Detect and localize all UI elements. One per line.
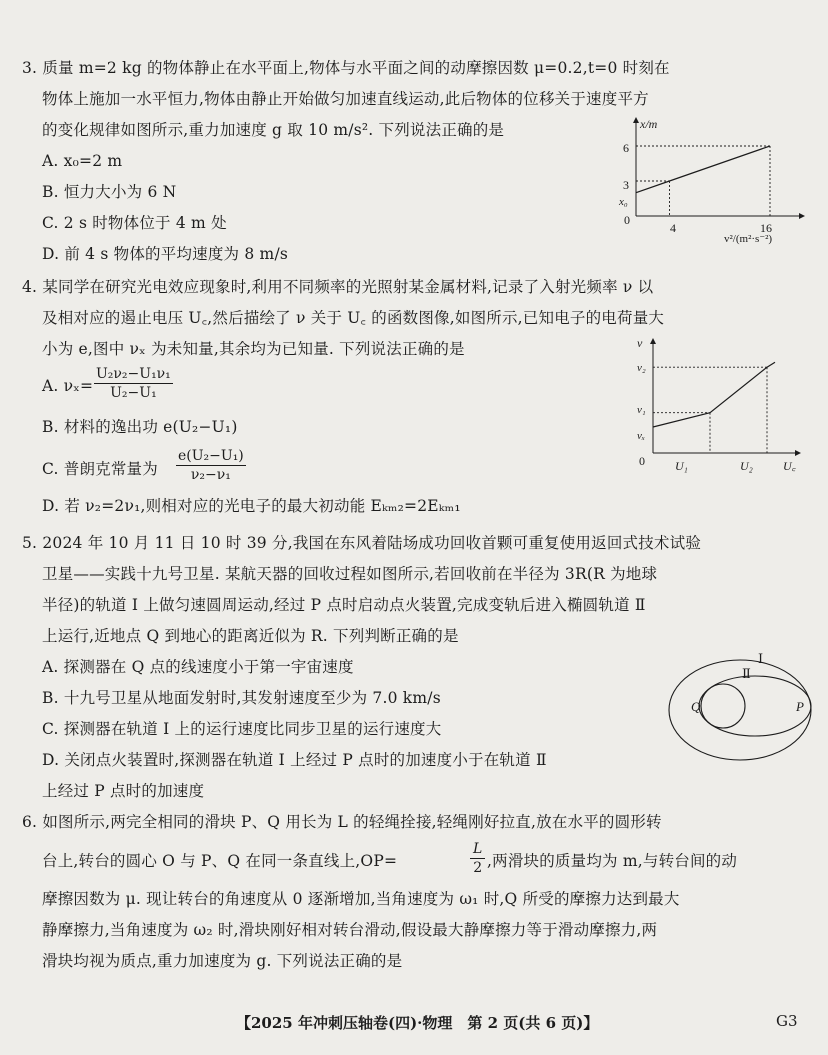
q4-data-line (653, 362, 775, 427)
q3-stem-line-3: 的变化规律如图所示,重力加速度 g 取 10 m/s². 下列说法正确的是 (42, 121, 505, 139)
q5-option-c: C. 探测器在轨道 Ⅰ 上的运行速度比同步卫星的运行速度大 (42, 720, 442, 738)
page-footer: 【2025 年冲刺压轴卷(四)·物理 第 2 页(共 6 页)】 (236, 1014, 599, 1032)
q4-x-tick-u2: U₂ (740, 459, 753, 473)
q3-x-tick-16: 16 (760, 221, 772, 235)
q4-option-a-numerator: U₂ν₂−U₁ν₁ (96, 366, 171, 382)
q4-stem-line-2: 及相对应的遏止电压 U꜀,然后描绘了 ν 关于 U꜀ 的函数图像,如图所示,已知电子的电荷量大 (42, 309, 665, 327)
q3-x-vs-v2-graph (612, 112, 818, 250)
q5-option-a: A. 探测器在 Q 点的线速度小于第一宇宙速度 (42, 658, 354, 676)
q3-option-b: B. 恒力大小为 6 N (42, 183, 177, 201)
q3-x-tick-4: 4 (670, 221, 676, 235)
q4-y-axis-label: ν (637, 336, 643, 350)
q3-option-a: A. x₀=2 m (42, 152, 123, 170)
q6-stem-line-2-prefix: 台上,转台的圆心 O 与 P、Q 在同一条直线上,OP= (42, 852, 398, 870)
q3-x-axis-label: v²/(m²·s⁻²) (724, 233, 773, 245)
q6-op-numerator: L (470, 840, 485, 859)
q3-y-tick-x0: x₀ (619, 196, 628, 208)
q5-option-d-cont: 上经过 P 点时的加速度 (42, 782, 205, 800)
q5-stem-line-1: 5. 2024 年 10 月 11 日 10 时 39 分,我国在东风着陆场成功回收首颗可重复使用返回式技术试验 (22, 534, 702, 552)
paper-code: G3 (776, 1012, 798, 1030)
q5-stem-line-3: 半径)的轨道 Ⅰ 上做匀速圆周运动,经过 P 点时启动点火装置,完成变轨后进入椭圆轨道 Ⅱ (42, 596, 646, 614)
q4-stem-line-1: 4. 某同学在研究光电效应现象时,利用不同频率的光照射某金属材料,记录了入射光频率 ν 以 (22, 278, 654, 296)
q6-op-fraction (470, 840, 485, 877)
q4-option-c-fraction (176, 447, 246, 484)
q3-data-line (636, 146, 770, 193)
q4-option-b: B. 材料的逸出功 e(U₂−U₁) (42, 418, 238, 436)
q6-stem-line-4: 静摩擦力,当角速度为 ω₂ 时,滑块刚好相对转台滑动,假设最大静摩擦力等于滑动摩擦力,两 (42, 921, 658, 939)
q4-stem-line-3: 小为 e,图中 νₓ 为未知量,其余均为已知量. 下列说法正确的是 (42, 340, 465, 358)
q4-option-a-prefix: A. νₓ= (42, 377, 94, 395)
q3-option-d: D. 前 4 s 物体的平均速度为 8 m/s (42, 245, 289, 263)
q4-x-axis-label: U꜀ (783, 459, 796, 473)
q6-stem-line-5: 滑块均视为质点,重力加速度为 g. 下列说法正确的是 (42, 952, 403, 970)
q6-stem-line-2-suffix: ,两滑块的质量均为 m,与转台间的动 (487, 852, 738, 870)
q5-stem-line-2: 卫星——实践十九号卫星. 某航天器的回收过程如图所示,若回收前在半径为 3R(R 为地球 (42, 565, 658, 583)
q4-option-a-denominator: U₂−U₁ (110, 385, 157, 401)
q5-orbit-1-label: Ⅰ (758, 651, 764, 666)
q6-stem-line-3: 摩擦因数为 μ. 现让转台的角速度从 0 逐渐增加,当角速度为 ω₁ 时,Q 所受的摩擦力达到最大 (42, 890, 680, 908)
q6-op-denominator: 2 (473, 860, 483, 876)
q5-point-q-label: Q (691, 699, 701, 714)
q3-stem-line-2: 物体上施加一水平恒力,物体由静止开始做匀加速直线运动,此后物体的位移关于速度平方 (42, 90, 649, 108)
q5-option-b: B. 十九号卫星从地面发射时,其发射速度至少为 7.0 km/s (42, 689, 441, 707)
q5-orbit-diagram (660, 648, 818, 772)
q5-option-d: D. 关闭点火装置时,探测器在轨道 Ⅰ 上经过 P 点时的加速度小于在轨道 Ⅱ (42, 751, 547, 769)
q5-earth-circle (701, 684, 745, 728)
q3-y-axis-label: x/m (640, 117, 658, 131)
q5-orbit-2-label: Ⅱ (742, 666, 751, 681)
q4-option-d: D. 若 ν₂=2ν₁,则相对应的光电子的最大初动能 Eₖₘ₂=2Eₖₘ₁ (42, 497, 461, 515)
q4-nu-vs-uc-graph (615, 335, 811, 475)
q4-y-tick-nu2: ν₂ (637, 362, 646, 374)
q5-point-p-label: P (796, 699, 804, 714)
q4-y-tick-nux: νₓ (637, 430, 646, 442)
q4-y-tick-nu1: ν₁ (637, 404, 646, 416)
q4-option-c-denominator: ν₂−ν₁ (190, 467, 231, 483)
q4-option-a-fraction (94, 365, 173, 402)
q4-option-c-prefix: C. 普朗克常量为 (42, 460, 158, 478)
q3-y-tick-3: 3 (623, 178, 629, 192)
q4-option-c-numerator: e(U₂−U₁) (178, 448, 244, 464)
q4-x-tick-u1: U₁ (675, 459, 688, 473)
q3-origin-label: 0 (624, 213, 630, 227)
q3-y-tick-6: 6 (623, 141, 629, 155)
q3-option-c: C. 2 s 时物体位于 4 m 处 (42, 214, 227, 232)
q3-stem-line-1: 3. 质量 m=2 kg 的物体静止在水平面上,物体与水平面之间的动摩擦因数 μ=0.2,t=0 时刻在 (22, 59, 670, 77)
q6-stem-line-1: 6. 如图所示,两完全相同的滑块 P、Q 用长为 L 的轻绳拴接,轻绳刚好拉直,放在水平的圆形转 (22, 813, 662, 831)
q5-stem-line-4: 上运行,近地点 Q 到地心的距离近似为 R. 下列判断正确的是 (42, 627, 459, 645)
q4-origin-label: 0 (639, 454, 645, 468)
